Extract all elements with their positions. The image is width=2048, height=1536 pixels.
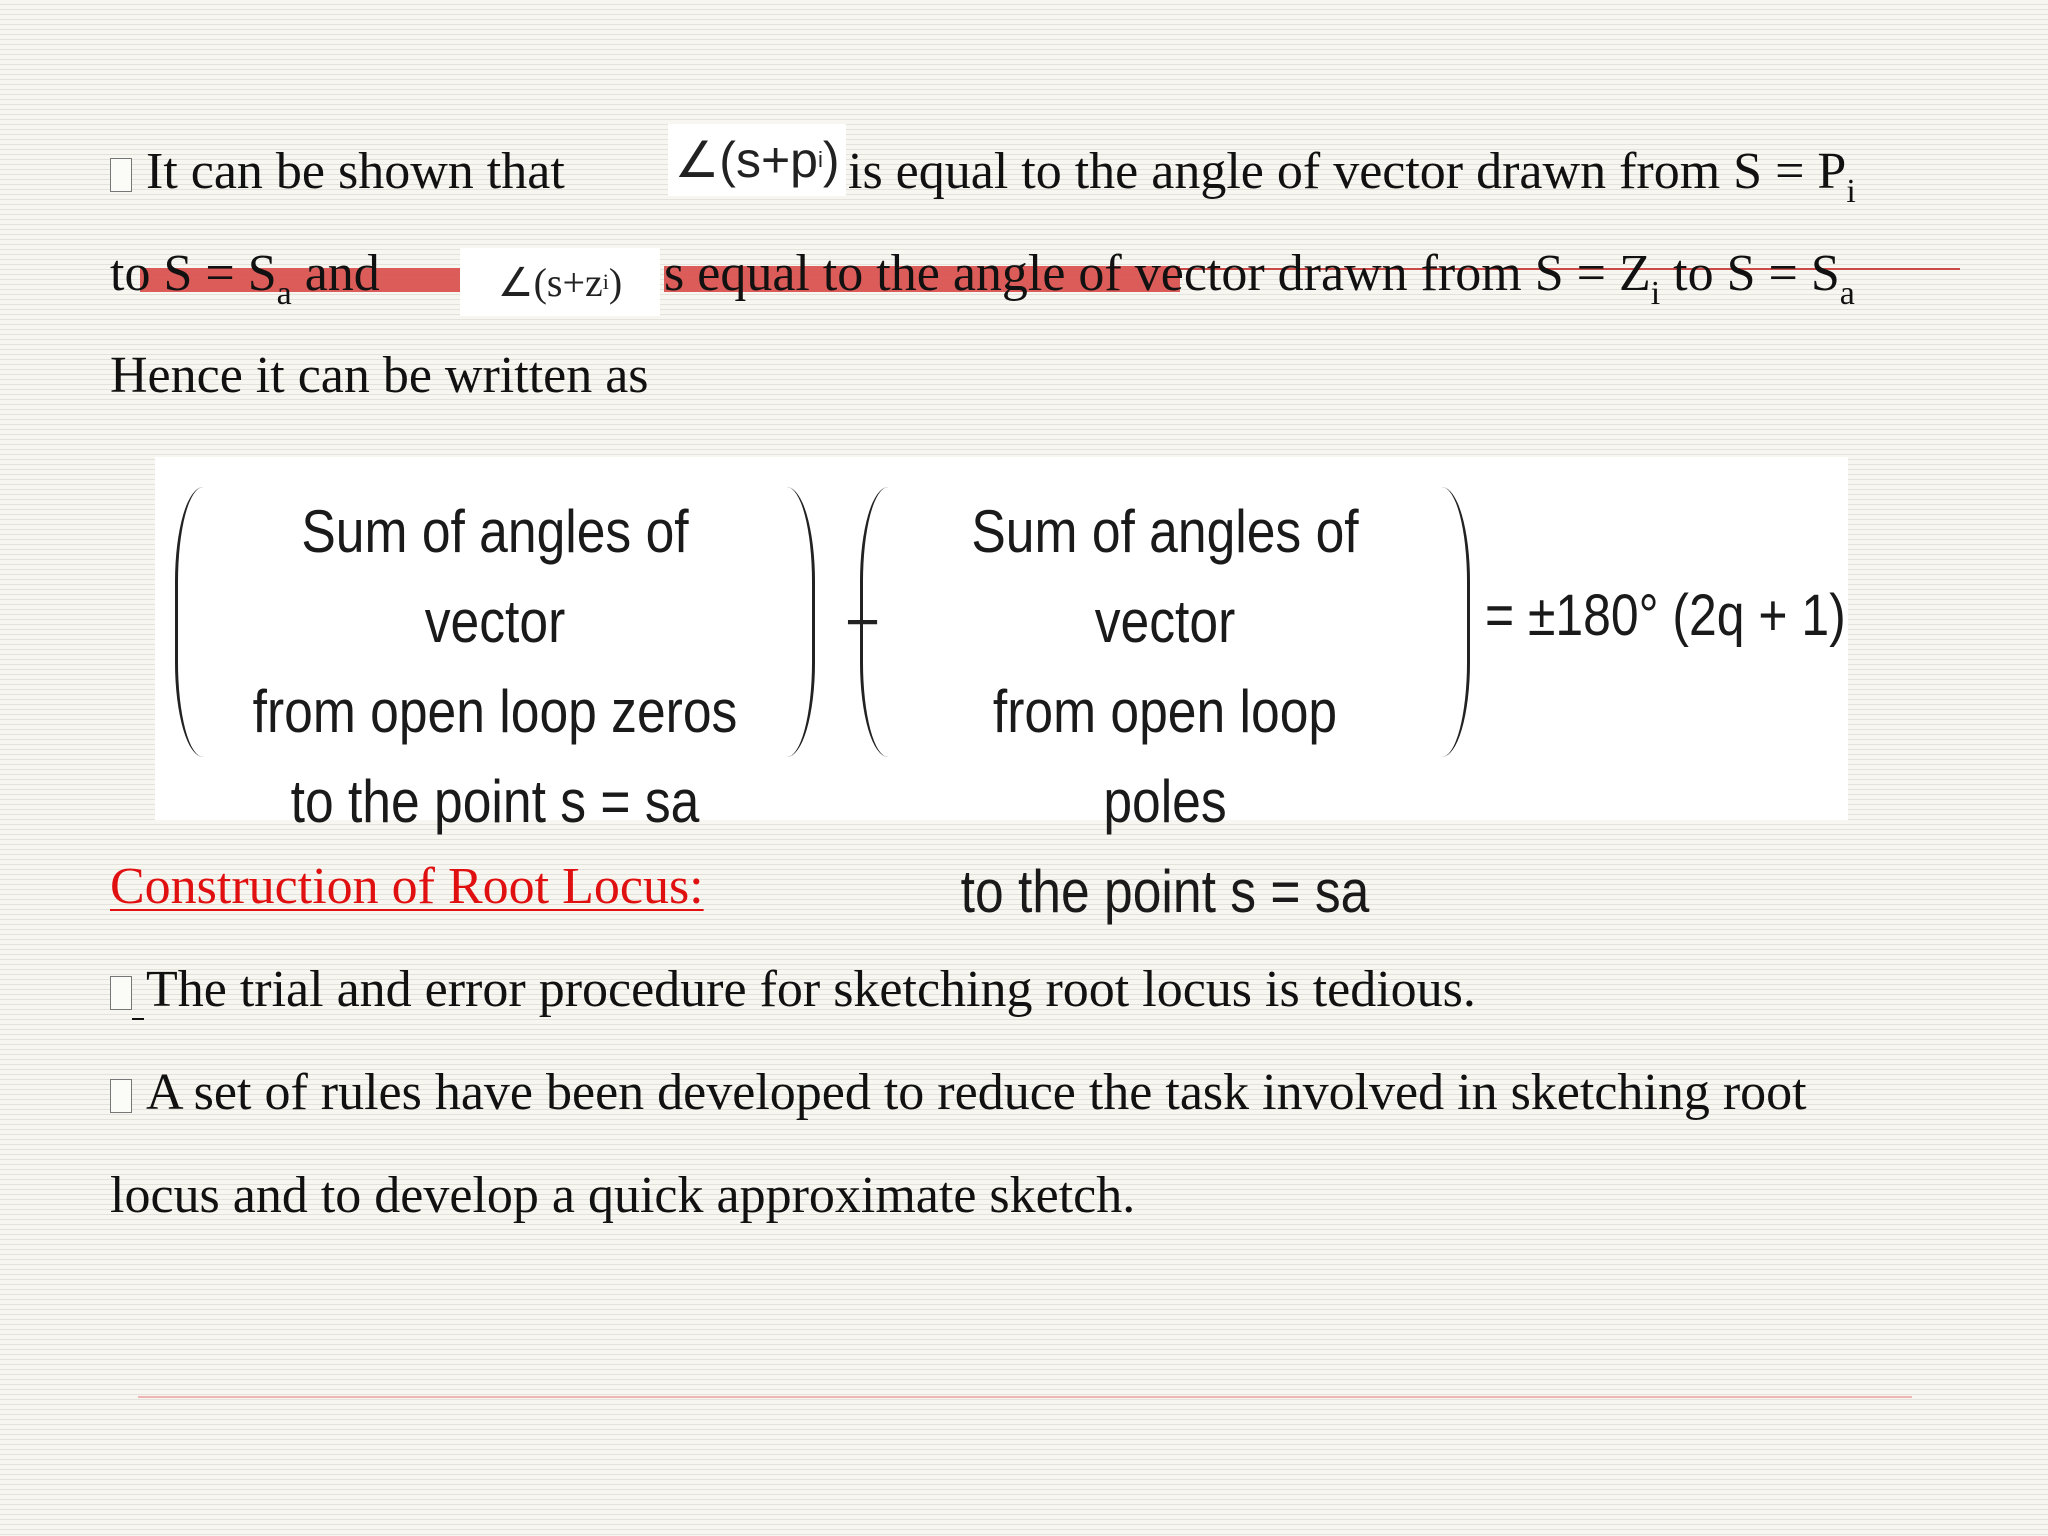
right-paren xyxy=(1442,487,1470,757)
underscore-mark xyxy=(132,1018,144,1020)
formula-angle-s-plus-z: ∠(s+z i ) xyxy=(460,248,660,316)
right-paren xyxy=(787,487,815,757)
minus-sign: − xyxy=(845,588,881,655)
paragraph-line-1-tail: is equal to the angle of vector drawn from $S = P_i$ xyxy=(848,143,1856,210)
bullet-2-line-1: A set of rules have been developed to reduce the task involved in sketching root xyxy=(110,1063,1807,1123)
formula-angle-s-plus-p: ∠(s+p i ) xyxy=(668,124,846,196)
zeros-text: Sum of angles of vector from open loop zeros to the point s = sa xyxy=(252,498,738,835)
footer-divider xyxy=(138,1396,1912,1398)
paragraph-line-2-tail: s equal to the angle of vector drawn from $S = Z_i$ to $S = S_a$ xyxy=(664,245,1855,312)
bullet-box-icon xyxy=(110,158,132,192)
poles-text: Sum of angles of vector from open loop poles to the point s = sa xyxy=(960,498,1370,925)
equation-rhs: = ±180° (2q + 1) xyxy=(1485,583,1846,648)
paren-group-zeros xyxy=(175,487,815,835)
left-paren xyxy=(860,487,888,757)
left-paren xyxy=(175,487,203,757)
bullet-box-icon xyxy=(110,1079,132,1113)
paragraph-line-2: to $S = S_a$ and xyxy=(110,245,380,312)
bullet-1: The trial and error procedure for sketching root locus is tedious. xyxy=(110,960,1476,1020)
section-heading: Construction of Root Locus: xyxy=(110,858,704,915)
paragraph-line-1 xyxy=(110,142,565,202)
bullet-2-line-2: locus and to develop a quick approximate sketch. xyxy=(110,1167,1136,1224)
paragraph-line-3: Hence it can be written as xyxy=(110,347,649,404)
bullet-box-icon xyxy=(110,976,132,1010)
para1-lead: It can be shown that xyxy=(146,143,565,200)
paren-group-poles xyxy=(860,487,1470,925)
